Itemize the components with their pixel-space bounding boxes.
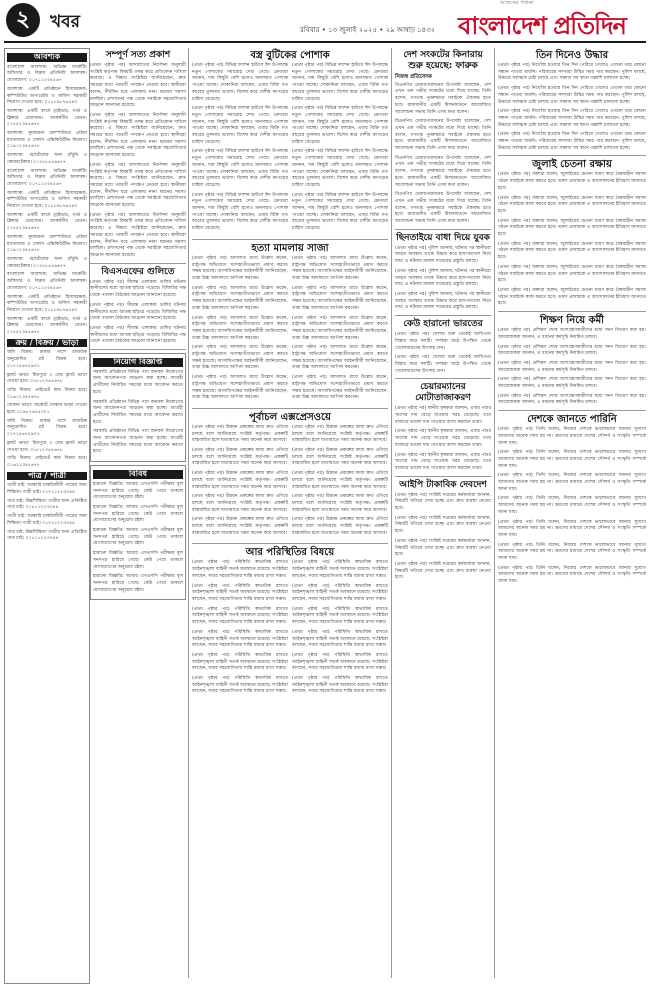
date-line: রবিবার • ১৩ জুলাই ২০২৫ • ২৯ আষাঢ় ১৪৩২ (300, 26, 436, 34)
section-title: খবর (50, 12, 80, 32)
column-divider (188, 48, 189, 978)
article-body: হারানো বিজ্ঞপ্তি: আমার এসএসসি পরীক্ষার মূল সনদপত্র হারিয়ে গেছে। কেউ পেয়ে থাকলে যোগাযোগের অনুরোধ রইল। (93, 528, 183, 547)
headline: হত্যা মামলায় সাজা (251, 242, 329, 254)
article-body: (প্রথম পৃষ্ঠার পর) আদালতের নির্দেশনা অনুযায়ী সংশ্লিষ্ট কর্তৃপক্ষ বিষয়টি তদন্ত করে প্রতিবেদন দাখিল করেছে। এ বিষয়ে সংশ্লিষ্টরা জানিয়েছেন, দ্রুত সময়ের মধ্যে পরবর্তী পদক্ষেপ নেওয়া হবে। স্থানীয়রা বলেন, দীর্ঘদিন ধরে এলাকায় নানা ধরনের সমস্যা চলছিল। প্রশাসনের পক্ষ থেকে সবাইকে সহযোগিতার আহ্বান জানানো হয়েছে। (90, 212, 186, 258)
article-body: হারানো বিজ্ঞপ্তি: আমার এসএসসি পরীক্ষার মূল সনদপত্র হারিয়ে গেছে। কেউ পেয়ে থাকলে যোগাযোগের অনুরোধ রইল। (93, 551, 183, 570)
article-body: (প্রথম পৃষ্ঠার পর) তিনি বলেন, নিজের দেশকে ভালোভাবে জানার সুযোগ আমাদের অনেক সময় হয় না। ভ্রমণের মাধ্যমে দেশের সৌন্দর্য ও সংস্কৃতি সম্পর্কে জানা যায়। (498, 473, 646, 492)
notice-box (90, 353, 186, 462)
headline: পূর্বাচল এক্সপ্রেসওয়ে (249, 411, 331, 423)
article-body: (প্রথম পৃষ্ঠার পর) সংশ্লিষ্ট দপ্তরের কর্মকর্তারা জানান, বিষয়টি খতিয়ে দেখা হচ্ছে এবং দ্রুত ব্যবস্থা নেওয়া হবে। (395, 561, 491, 581)
classified-item: আবশ্যক: সুনামধন্য কোম্পানিতে এরিয়া ম্যানেজার ও সেলস এক্সিকিউটিভ নিয়োগ। ০১৯১২৩৪৫৬৭৮ (7, 234, 87, 254)
headline: আর পরিস্থিতির বিষয়ে (245, 547, 335, 559)
article-body: (প্রথম পৃষ্ঠার পর) খেলায় শুরু থেকেই আধিপত্য বিস্তার করে দলটি। দর্শকরা মাঠে উপস্থিত থেকে খেলোয়াড়দের উৎসাহ দেন। (395, 355, 491, 374)
article-body: (প্রথম পৃষ্ঠার পর) উন্নয়ন প্রকল্পের কাজ দ্রুত এগিয়ে চলছে বলে জানিয়েছে সংশ্লিষ্ট কর্তৃপক্ষ। প্রকল্পটি বাস্তবায়িত হলে যাতায়াতে সময় অনেক কমে আসবে। (292, 424, 388, 444)
headline: বিএসএফের গুলিতে (101, 266, 175, 277)
headline: চেয়ারম্যানের মোটাতাজাকরণ (415, 382, 471, 404)
headline: দেশকে জানতে পারিনি (527, 414, 617, 426)
classified-item: আবশ্যক: একটি ফার্মে ড্রাইভার, গার্ড ও ক্লিনার প্রয়োজন। আকর্ষণীয় বেতন। ০১৫৫২৩৪৫৬৭৮ (7, 316, 87, 336)
article-body: হারানো বিজ্ঞপ্তি: আমার এসএসসি পরীক্ষার মূল সনদপত্র হারিয়ে গেছে। কেউ পেয়ে থাকলে যোগাযোগের অনুরোধ রইল। (93, 504, 183, 524)
article-body: (প্রথম পৃষ্ঠার পর) সীমান্ত এলাকায় গুলির ঘটনায় স্থানীয়দের মধ্যে আতঙ্ক ছড়িয়ে পড়েছে। বিজিবির পক্ষ থেকে পতাকা বৈঠকের আহ্বান জানানো হয়েছে। (90, 325, 186, 345)
two-column-text (192, 560, 388, 699)
article-body: (প্রথম পৃষ্ঠার পর) তিনি বলেন, নিজের দেশকে ভালোভাবে জানার সুযোগ আমাদের অনেক সময় হয় না। ভ্রমণের মাধ্যমে দেশের সৌন্দর্য ও সংস্কৃতি সম্পর্কে জানা যায়। (498, 519, 646, 538)
article-body: (প্রথম পৃষ্ঠার পর) পরিস্থিতি স্বাভাবিক রাখতে আইনশৃঙ্খলা বাহিনী সতর্ক অবস্থানে রয়েছে। সংশ্লিষ্টরা বলছেন, সবার সহযোগিতায় শান্তি বজায় রাখা সম্ভব। (192, 629, 288, 649)
news-column-3 (192, 48, 388, 978)
byline: নিজস্ব প্রতিবেদক (395, 74, 432, 80)
article-body: (প্রথম পৃষ্ঠার পর) বিভিন্ন ফ্যাশন হাউসে ঈদ উপলক্ষে নতুন পোশাকের সমারোহ দেখা গেছে। ক্রেতারা জানান, দাম কিছুটা বেশি হলেও মানসম্মত পোশাক পাওয়া যাচ্ছে। দোকানিরা বলছেন, এবার বিক্রি গত বছরের তুলনায় ভালো। বিশেষ করে দেশীয় কাপড়ের চাহিদা বেড়েছে। (192, 192, 288, 232)
article-body: হারানো বিজ্ঞপ্তি: আমার এসএসসি পরীক্ষার মূল সনদপত্র হারিয়ে গেছে। কেউ পেয়ে থাকলে যোগাযোগের অনুরোধ রইল। (93, 481, 183, 501)
article-body: (প্রথম পৃষ্ঠার পর) বিভিন্ন ফ্যাশন হাউসে ঈদ উপলক্ষে নতুন পোশাকের সমারোহ দেখা গেছে। ক্রেতারা জানান, দাম কিছুটা বেশি হলেও মানসম্মত পোশাক পাওয়া যাচ্ছে। দোকানিরা বলছেন, এবার বিক্রি গত বছরের তুলনায় ভালো। বিশেষ করে দেশীয় কাপড়ের চাহিদা বেড়েছে। (292, 192, 388, 232)
divider (498, 155, 646, 156)
article-body: (প্রথম পৃষ্ঠার পর) উন্নয়ন প্রকল্পের কাজ দ্রুত এগিয়ে চলছে বলে জানিয়েছে সংশ্লিষ্ট কর্তৃপক্ষ। প্রকল্পটি বাস্তবায়িত হলে যাতায়াতে সময় অনেক কমে আসবে। (292, 448, 388, 467)
masthead-logo-text: বাংলাদেশ প্রতিদিন (458, 11, 626, 40)
article-body: হারানো বিজ্ঞপ্তি: আমার এসএসসি পরীক্ষার মূল সনদপত্র হারিয়ে গেছে। কেউ পেয়ে থাকলে যোগাযোগের অনুরোধ রইল। (93, 574, 183, 593)
divider (395, 378, 491, 379)
article-body: (প্রথম পৃষ্ঠার পর) উন্নয়ন প্রকল্পের কাজ দ্রুত এগিয়ে চলছে বলে জানিয়েছে সংশ্লিষ্ট কর্তৃপক্ষ। প্রকল্পটি বাস্তবায়িত হলে যাতায়াতে সময় অনেক কমে আসবে। (192, 494, 288, 513)
news-column-2 (90, 48, 186, 978)
classified-item: বাংলাদেশ আবশ্যক: অভিজ্ঞ মার্কেটিং অফিসার ও বিক্রয় প্রতিনিধি আবশ্যক। যোগাযোগ: ০১৭১১২৩৪৫৬৭ (7, 272, 87, 291)
divider (192, 408, 388, 409)
article-body: (প্রথম পৃষ্ঠার পর) বিভিন্ন ফ্যাশন হাউসে ঈদ উপলক্ষে নতুন পোশাকের সমারোহ দেখা গেছে। ক্রেতারা জানান, দাম কিছুটা বেশি হলেও মানসম্মত পোশাক পাওয়া যাচ্ছে। দোকানিরা বলছেন, এবার বিক্রি গত বছরের তুলনায় ভালো। বিশেষ করে দেশীয় কাপড়ের চাহিদা বেড়েছে। (292, 149, 388, 188)
column-divider (391, 48, 392, 978)
article-body: (প্রথম পৃষ্ঠার পর) বক্তারা বলেন, জুলাইয়ের চেতনা ধারণ করে বৈষম্যহীন সমাজ গঠনে সবাইকে কাজ করতে হবে। তরুণ প্রজন্মকে এ আন্দোলনের ইতিহাস জানাতে হবে। (498, 195, 646, 214)
article-body: (প্রথম পৃষ্ঠার পর) সীমান্ত এলাকায় গুলির ঘটনায় স্থানীয়দের মধ্যে আতঙ্ক ছড়িয়ে পড়েছে। বিজিবির পক্ষ থেকে পতাকা বৈঠকের আহ্বান জানানো হয়েছে। (90, 302, 186, 322)
article-body: (প্রথম পৃষ্ঠার পর) পরিস্থিতি স্বাভাবিক রাখতে আইনশৃঙ্খলা বাহিনী সতর্ক অবস্থানে রয়েছে। সংশ্লিষ্টরা বলছেন, সবার সহযোগিতায় শান্তি বজায় রাখা সম্ভব। (192, 606, 288, 626)
article-body: (প্রথম পৃষ্ঠার পর) পরিস্থিতি স্বাভাবিক রাখতে আইনশৃঙ্খলা বাহিনী সতর্ক অবস্থানে রয়েছে। সংশ্লিষ্টরা বলছেন, সবার সহযোগিতায় শান্তি বজায় রাখা সম্ভব। (292, 676, 388, 695)
classified-item: আবশ্যক: একটি প্রতিষ্ঠানে হিসাবরক্ষক, কম্পিউটার অপারেটর ও অফিস সহকারী নিয়োগ দেওয়া হবে। ০১৮১৯৮৭৬৫৪৩ (7, 86, 87, 106)
classified-item: পাত্র চাই: উচ্চশিক্ষিতা পাত্রীর জন্য প্রতিষ্ঠিত পাত্র চাই। ০১৮১১২২৩৩৪৪ (7, 529, 87, 542)
classifieds-heading-buy-sell: ক্রয় / বিক্রয় / ভাড়া (7, 339, 87, 348)
headline: শিক্ষণ নিয়ে কর্মী (539, 315, 605, 327)
article-body: (প্রথম পৃষ্ঠার পর) প্রশিক্ষণ শেষে অংশগ্রহণকারীদের মধ্যে সনদ বিতরণ করা হয়। আয়োজকরা জানান, এ ধরনের কর্মসূচি নিয়মিত চলবে। (498, 360, 646, 373)
divider (395, 476, 491, 477)
article-body: (প্রথম পৃষ্ঠার পর) প্রশিক্ষণ শেষে অংশগ্রহণকারীদের মধ্যে সনদ বিতরণ করা হয়। আয়োজকরা জানান, এ ধরনের কর্মসূচি নিয়মিত চলবে। (498, 328, 646, 340)
classified-item: আবশ্যক: একটি প্রতিষ্ঠানে হিসাবরক্ষক, কম্পিউটার অপারেটর ও অফিস সহকারী নিয়োগ দেওয়া হবে। ০১৮১৯৮৭৬৫৪৩ (7, 190, 87, 210)
page-number: ২ (6, 3, 40, 37)
article-body: (প্রথম পৃষ্ঠার পর) পুলিশ জানায়, ঘটনার পর স্থানীয়রা আহত অবস্থায় তাকে উদ্ধার করে হাসপাতালে নিয়ে যায়। এ ঘটনায় মামলা দায়েরের প্রস্তুতি চলছে। (395, 245, 491, 265)
article-body: (প্রথম পৃষ্ঠার পর) প্রশিক্ষণ শেষে অংশগ্রহণকারীদের মধ্যে সনদ বিতরণ করা হয়। আয়োজকরা জানান, এ ধরনের কর্মসূচি নিয়মিত চলবে। (498, 393, 646, 406)
classified-item: বাংলাদেশ আবশ্যক: অভিজ্ঞ মার্কেটিং অফিসার ও বিক্রয় প্রতিনিধি আবশ্যক। যোগাযোগ: ০১৭১১২৩৪৫৬৭ (7, 64, 87, 84)
article-body: (প্রথম পৃষ্ঠার পর) আদালত রায়ে উল্লেখ করেন, রাষ্ট্রপক্ষ অভিযোগ সন্দেহাতীতভাবে প্রমাণ করতে সক্ষম হয়েছে। আসামিপক্ষের আইনজীবী জানিয়েছেন, তারা উচ্চ আদালতে আপিল করবেন। (192, 345, 288, 371)
article-body: (প্রথম পৃষ্ঠার পর) আদালত রায়ে উল্লেখ করেন, রাষ্ট্রপক্ষ অভিযোগ সন্দেহাতীতভাবে প্রমাণ করতে সক্ষম হয়েছে। আসামিপক্ষের আইনজীবী জানিয়েছেন, তারা উচ্চ আদালতে আপিল করবেন। (292, 315, 388, 341)
article-body: (প্রথম পৃষ্ঠার পর) উন্নয়ন প্রকল্পের কাজ দ্রুত এগিয়ে চলছে বলে জানিয়েছে সংশ্লিষ্ট কর্তৃপক্ষ। প্রকল্পটি বাস্তবায়িত হলে যাতায়াতে সময় অনেক কমে আসবে। (292, 517, 388, 536)
classifieds-heading-wanted: আবশ্যক (7, 53, 87, 62)
article-body: (প্রথম পৃষ্ঠার পর) আদালত রায়ে উল্লেখ করেন, রাষ্ট্রপক্ষ অভিযোগ সন্দেহাতীতভাবে প্রমাণ করতে সক্ষম হয়েছে। আসামিপক্ষের আইনজীবী জানিয়েছেন, তারা উচ্চ আদালতে আপিল করবেন। (292, 285, 388, 311)
article-body: (প্রথম পৃষ্ঠার পর) স্থানীয় কৃষকরা জানান, এবার পশুর খাদ্যের দাম বেড়ে যাওয়ায় খরচ বেড়েছে। তবে বাজারে ভালো দাম পাওয়ার আশা করছেন তারা। (395, 429, 491, 448)
two-column-text (192, 256, 388, 405)
headline: সম্পূর্ণ সত্য প্রকাশ (105, 50, 171, 60)
classified-item: আবশ্যক: একটি ফার্মে ড্রাইভার, গার্ড ও ক্লিনার প্রয়োজন। আকর্ষণীয় বেতন। ০১৫৫২৩৪৫৬৭৮ (7, 212, 87, 232)
notice-box (90, 465, 186, 600)
article-body: সরকারি প্রতিষ্ঠানে বিভিন্ন পদে জনবল নিয়োগের জন্য আবেদনপত্র আহ্বান করা হচ্ছে। আগ্রহী প্রার্থীদের নির্ধারিত সময়ের মধ্যে আবেদন করতে হবে। (93, 369, 183, 395)
classified-item: আবশ্যক: সুনামধন্য কোম্পানিতে এরিয়া ম্যানেজার ও সেলস এক্সিকিউটিভ নিয়োগ। ০১৯১২৩৪৫৬৭৮ (7, 131, 87, 150)
divider (395, 315, 491, 316)
article-body: (প্রথম পৃষ্ঠার পর) সীমান্ত এলাকায় গুলির ঘটনায় স্থানীয়দের মধ্যে আতঙ্ক ছড়িয়ে পড়েছে। বিজিবির পক্ষ থেকে পতাকা বৈঠকের আহ্বান জানানো হয়েছে। (90, 279, 186, 299)
article-body: (প্রথম পৃষ্ঠার পর) পরিস্থিতি স্বাভাবিক রাখতে আইনশৃঙ্খলা বাহিনী সতর্ক অবস্থানে রয়েছে। সংশ্লিষ্টরা বলছেন, সবার সহযোগিতায় শান্তি বজায় রাখা সম্ভব। (192, 676, 288, 695)
article-body: (প্রথম পৃষ্ঠার পর) তিনি বলেন, নিজের দেশকে ভালোভাবে জানার সুযোগ আমাদের অনেক সময় হয় না। ভ্রমণের মাধ্যমে দেশের সৌন্দর্য ও সংস্কৃতি সম্পর্কে জানা যায়। (498, 542, 646, 562)
masthead-logo (458, 0, 648, 40)
article-body: সরকারি প্রতিষ্ঠানে বিভিন্ন পদে জনবল নিয়োগের জন্য আবেদনপত্র আহ্বান করা হচ্ছে। আগ্রহী প্রার্থীদের নির্ধারিত সময়ের মধ্যে আবেদন করতে হবে। (93, 399, 183, 425)
article-body: (প্রথম পৃষ্ঠার পর) বিভিন্ন ফ্যাশন হাউসে ঈদ উপলক্ষে নতুন পোশাকের সমারোহ দেখা গেছে। ক্রেতারা জানান, দাম কিছুটা বেশি হলেও মানসম্মত পোশাক পাওয়া যাচ্ছে। দোকানিরা বলছেন, এবার বিক্রি গত বছরের তুলনায় ভালো। বিশেষ করে দেশীয় কাপড়ের চাহিদা বেড়েছে। (192, 63, 288, 102)
classified-item: ফ্ল্যাট ভাড়া: মিরপুরে ৩ বেড ফ্ল্যাট ভাড়া দেওয়া হবে। ০১৮১২৩৪৫৬৭৮ (7, 440, 87, 453)
classified-item: ফ্ল্যাট ভাড়া: মিরপুরে ৩ বেড ফ্ল্যাট ভাড়া দেওয়া হবে। ০১৮১২৩৪৫৬৭৮ (7, 372, 87, 385)
article-body: বিএনপির চেয়ারপারসনের উপদেষ্টা বলেছেন, দেশ এখন এক গভীর সংকটের মধ্যে দিয়ে যাচ্ছে। তিনি বলেন, গণতন্ত্র পুনরুদ্ধারে সবাইকে ঐক্যবদ্ধ হতে হবে। রাজধানীর একটি মিলনায়তনে আয়োজিত আলোচনা সভায় তিনি এসব কথা বলেন। (395, 155, 491, 188)
news-column-5 (498, 48, 646, 978)
article-body: (প্রথম পৃষ্ঠার পর) বক্তারা বলেন, জুলাইয়ের চেতনা ধারণ করে বৈষম্যহীন সমাজ গঠনে সবাইকে কাজ করতে হবে। তরুণ প্রজন্মকে এ আন্দোলনের ইতিহাস জানাতে হবে। (498, 287, 646, 307)
article-body: (প্রথম পৃষ্ঠার পর) তিনি বলেন, নিজের দেশকে ভালোভাবে জানার সুযোগ আমাদের অনেক সময় হয় না। ভ্রমণের মাধ্যমে দেশের সৌন্দর্য ও সংস্কৃতি সম্পর্কে জানা যায়। (498, 496, 646, 515)
article-body: (প্রথম পৃষ্ঠার পর) প্রশিক্ষণ শেষে অংশগ্রহণকারীদের মধ্যে সনদ বিতরণ করা হয়। আয়োজকরা জানান, এ ধরনের কর্মসূচি নিয়মিত চলবে। (498, 344, 646, 357)
headline: বিবিধ (93, 470, 183, 479)
article-body: (প্রথম পৃষ্ঠার পর) পরিস্থিতি স্বাভাবিক রাখতে আইনশৃঙ্খলা বাহিনী সতর্ক অবস্থানে রয়েছে। সংশ্লিষ্টরা বলছেন, সবার সহযোগিতায় শান্তি বজায় রাখা সম্ভব। (292, 629, 388, 649)
article-body: (প্রথম পৃষ্ঠার পর) নিখোঁজ হওয়ার তিন দিন পেরিয়ে গেলেও এখনো তার কোনো সন্ধান পাওয়া যায়নি। পরিবারের সদস্যরা উদ্বিগ্ন সময় পার করছেন। পুলিশ বলছে, উদ্ধারে সর্বাত্মক চেষ্টা চলছে এবং সম্ভাব্য সব স্থানে তল্লাশি চালানো হচ্ছে। (498, 132, 646, 151)
divider (498, 410, 646, 411)
two-column-text (192, 425, 388, 541)
article-body: (প্রথম পৃষ্ঠার পর) আদালত রায়ে উল্লেখ করেন, রাষ্ট্রপক্ষ অভিযোগ সন্দেহাতীতভাবে প্রমাণ করতে সক্ষম হয়েছে। আসামিপক্ষের আইনজীবী জানিয়েছেন, তারা উচ্চ আদালতে আপিল করবেন। (192, 315, 288, 341)
column-divider (494, 48, 495, 978)
classified-item: জমি বিক্রয়: ঢাকার পাশে রাজউক অনুমোদিত প্লট বিক্রয় হবে। ০১৭১৫৬৭৮৯০১ (7, 418, 87, 438)
article-body: (প্রথম পৃষ্ঠার পর) বিভিন্ন ফ্যাশন হাউসে ঈদ উপলক্ষে নতুন পোশাকের সমারোহ দেখা গেছে। ক্রেতারা জানান, দাম কিছুটা বেশি হলেও মানসম্মত পোশাক পাওয়া যাচ্ছে। দোকানিরা বলছেন, এবার বিক্রি গত বছরের তুলনায় ভালো। বিশেষ করে দেশীয় কাপড়ের চাহিদা বেড়েছে। (292, 106, 388, 145)
article-body: (প্রথম পৃষ্ঠার পর) বিভিন্ন ফ্যাশন হাউসে ঈদ উপলক্ষে নতুন পোশাকের সমারোহ দেখা গেছে। ক্রেতারা জানান, দাম কিছুটা বেশি হলেও মানসম্মত পোশাক পাওয়া যাচ্ছে। দোকানিরা বলছেন, এবার বিক্রি গত বছরের তুলনায় ভালো। বিশেষ করে দেশীয় কাপড়ের চাহিদা বেড়েছে। (192, 149, 288, 188)
article-body: সরকারি প্রতিষ্ঠানে বিভিন্ন পদে জনবল নিয়োগের জন্য আবেদনপত্র আহ্বান করা হচ্ছে। আগ্রহী প্রার্থীদের নির্ধারিত সময়ের মধ্যে আবেদন করতে হবে। (93, 429, 183, 455)
classified-item: গাড়ি বিক্রয়: প্রাইভেট কার বিক্রয় হবে। ০১৬১২৩৪৫৬৭৮ (7, 387, 87, 400)
article-body: (প্রথম পৃষ্ঠার পর) উন্নয়ন প্রকল্পের কাজ দ্রুত এগিয়ে চলছে বলে জানিয়েছে সংশ্লিষ্ট কর্তৃপক্ষ। প্রকল্পটি বাস্তবায়িত হলে যাতায়াতে সময় অনেক কমে আসবে। (192, 517, 288, 536)
article-body: (প্রথম পৃষ্ঠার পর) সংশ্লিষ্ট দপ্তরের কর্মকর্তারা জানান, বিষয়টি খতিয়ে দেখা হচ্ছে এবং দ্রুত ব্যবস্থা নেওয়া হবে। (395, 515, 491, 535)
classified-item: আবশ্যক: একটি ফার্মে ড্রাইভার, গার্ড ও ক্লিনার প্রয়োজন। আকর্ষণীয় বেতন। ০১৫৫২৩৪৫৬৭৮ (7, 108, 87, 128)
page-header (0, 0, 650, 44)
article-body: (প্রথম পৃষ্ঠার পর) নিখোঁজ হওয়ার তিন দিন পেরিয়ে গেলেও এখনো তার কোনো সন্ধান পাওয়া যায়নি। পরিবারের সদস্যরা উদ্বিগ্ন সময় পার করছেন। পুলিশ বলছে, উদ্ধারে সর্বাত্মক চেষ্টা চলছে এবং সম্ভাব্য সব স্থানে তল্লাশি চালানো হচ্ছে। (498, 86, 646, 105)
article-body: (প্রথম পৃষ্ঠার পর) আদালত রায়ে উল্লেখ করেন, রাষ্ট্রপক্ষ অভিযোগ সন্দেহাতীতভাবে প্রমাণ করতে সক্ষম হয়েছে। আসামিপক্ষের আইনজীবী জানিয়েছেন, তারা উচ্চ আদালতে আপিল করবেন। (192, 285, 288, 311)
header-rule (4, 41, 646, 43)
classified-item: আবশ্যক: হোস্টেলের জন্য রাঁধুনি ও কেয়ারটেকার। ০১৭৮৮৫৫৬৬৭৭ (7, 256, 87, 269)
headline: বস্ত্র বুটিকের পোশাক (250, 50, 330, 61)
article-body: (প্রথম পৃষ্ঠার পর) প্রশিক্ষণ শেষে অংশগ্রহণকারীদের মধ্যে সনদ বিতরণ করা হয়। আয়োজকরা জানান, এ ধরনের কর্মসূচি নিয়মিত চলবে। (498, 377, 646, 390)
headline: আইপি টাকাবিক দেবদেশ (399, 479, 487, 490)
headline: জুলাই চেতনা রক্ষায় (532, 159, 612, 171)
classified-item: গাড়ি বিক্রয়: প্রাইভেট কার বিক্রয় হবে। ০১৬১২৩৪৫৬৭৮ (7, 456, 87, 468)
article-body: (প্রথম পৃষ্ঠার পর) আদালতের নির্দেশনা অনুযায়ী সংশ্লিষ্ট কর্তৃপক্ষ বিষয়টি তদন্ত করে প্রতিবেদন দাখিল করেছে। এ বিষয়ে সংশ্লিষ্টরা জানিয়েছেন, দ্রুত সময়ের মধ্যে পরবর্তী পদক্ষেপ নেওয়া হবে। স্থানীয়রা বলেন, দীর্ঘদিন ধরে এলাকায় নানা ধরনের সমস্যা চলছিল। প্রশাসনের পক্ষ থেকে সবাইকে সহযোগিতার আহ্বান জানানো হয়েছে। (90, 112, 186, 159)
article-body: বিএনপির চেয়ারপারসনের উপদেষ্টা বলেছেন, দেশ এখন এক গভীর সংকটের মধ্যে দিয়ে যাচ্ছে। তিনি বলেন, গণতন্ত্র পুনরুদ্ধারে সবাইকে ঐক্যবদ্ধ হতে হবে। রাজধানীর একটি মিলনায়তনে আয়োজিত আলোচনা সভায় তিনি এসব কথা বলেন। (395, 119, 491, 152)
classified-item: বাংলাদেশ আবশ্যক: অভিজ্ঞ মার্কেটিং অফিসার ও বিক্রয় প্রতিনিধি আবশ্যক। যোগাযোগ: ০১৭১১২৩৪৫৬৭ (7, 168, 87, 187)
article-body: (প্রথম পৃষ্ঠার পর) উন্নয়ন প্রকল্পের কাজ দ্রুত এগিয়ে চলছে বলে জানিয়েছে সংশ্লিষ্ট কর্তৃপক্ষ। প্রকল্পটি বাস্তবায়িত হলে যাতায়াতে সময় অনেক কমে আসবে। (292, 494, 388, 513)
article-body: (প্রথম পৃষ্ঠার পর) পুলিশ জানায়, ঘটনার পর স্থানীয়রা আহত অবস্থায় তাকে উদ্ধার করে হাসপাতালে নিয়ে যায়। এ ঘটনায় মামলা দায়েরের প্রস্তুতি চলছে। (395, 268, 491, 288)
article-body: (প্রথম পৃষ্ঠার পর) পরিস্থিতি স্বাভাবিক রাখতে আইনশৃঙ্খলা বাহিনী সতর্ক অবস্থানে রয়েছে। সংশ্লিষ্টরা বলছেন, সবার সহযোগিতায় শান্তি বজায় রাখা সম্ভব। (192, 652, 288, 672)
divider (90, 349, 186, 350)
headline: দেশ সংকটের কিনারায় শুরু হয়েছে: ফারুক (403, 50, 483, 71)
headline: ছিনতাইয়ে বাধা দিয়ে যুবক (396, 232, 490, 243)
article-body: (প্রথম পৃষ্ঠার পর) উন্নয়ন প্রকল্পের কাজ দ্রুত এগিয়ে চলছে বলে জানিয়েছে সংশ্লিষ্ট কর্তৃপক্ষ। প্রকল্পটি বাস্তবায়িত হলে যাতায়াতে সময় অনেক কমে আসবে। (292, 471, 388, 490)
article-body: (প্রথম পৃষ্ঠার পর) পরিস্থিতি স্বাভাবিক রাখতে আইনশৃঙ্খলা বাহিনী সতর্ক অবস্থানে রয়েছে। সংশ্লিষ্টরা বলছেন, সবার সহযোগিতায় শান্তি বজায় রাখা সম্ভব। (292, 583, 388, 602)
article-body: (প্রথম পৃষ্ঠার পর) বক্তারা বলেন, জুলাইয়ের চেতনা ধারণ করে বৈষম্যহীন সমাজ গঠনে সবাইকে কাজ করতে হবে। তরুণ প্রজন্মকে এ আন্দোলনের ইতিহাস জানাতে হবে। (498, 264, 646, 284)
divider (90, 263, 186, 264)
article-body: (প্রথম পৃষ্ঠার পর) নিখোঁজ হওয়ার তিন দিন পেরিয়ে গেলেও এখনো তার কোনো সন্ধান পাওয়া যায়নি। পরিবারের সদস্যরা উদ্বিগ্ন সময় পার করছেন। পুলিশ বলছে, উদ্ধারে সর্বাত্মক চেষ্টা চলছে এবং সম্ভাব্য সব স্থানে তল্লাশি চালানো হচ্ছে। (498, 109, 646, 128)
headline: নিয়োগ বিজ্ঞপ্তি (93, 358, 183, 367)
classified-item: আবশ্যক: হোস্টেলের জন্য রাঁধুনি ও কেয়ারটেকার। ০১৭৮৮৫৫৬৬৭৭ (7, 153, 87, 165)
divider (192, 239, 388, 240)
classified-item: দোকান ভাড়া: মার্কেটে দোকান ভাড়া দেওয়া হবে। ০১৯৮৭৬৫৪৩২১ (7, 403, 87, 416)
divider (395, 229, 491, 230)
article-body: (প্রথম পৃষ্ঠার পর) বিভিন্ন ফ্যাশন হাউসে ঈদ উপলক্ষে নতুন পোশাকের সমারোহ দেখা গেছে। ক্রেতারা জানান, দাম কিছুটা বেশি হলেও মানসম্মত পোশাক পাওয়া যাচ্ছে। দোকানিরা বলছেন, এবার বিক্রি গত বছরের তুলনায় ভালো। বিশেষ করে দেশীয় কাপড়ের চাহিদা বেড়েছে। (192, 106, 288, 145)
classified-item: আবশ্যক: একটি প্রতিষ্ঠানে হিসাবরক্ষক, কম্পিউটার অপারেটর ও অফিস সহকারী নিয়োগ দেওয়া হবে। ০১৮১৯৮৭৬৫৪৩ (7, 294, 87, 313)
article-body: (প্রথম পৃষ্ঠার পর) পুলিশ জানায়, ঘটনার পর স্থানীয়রা আহত অবস্থায় তাকে উদ্ধার করে হাসপাতালে নিয়ে যায়। এ ঘটনায় মামলা দায়েরের প্রস্তুতি চলছে। (395, 291, 491, 311)
article-body: (প্রথম পৃষ্ঠার পর) বিভিন্ন ফ্যাশন হাউসে ঈদ উপলক্ষে নতুন পোশাকের সমারোহ দেখা গেছে। ক্রেতারা জানান, দাম কিছুটা বেশি হলেও মানসম্মত পোশাক পাওয়া যাচ্ছে। দোকানিরা বলছেন, এবার বিক্রি গত বছরের তুলনায় ভালো। বিশেষ করে দেশীয় কাপড়ের চাহিদা বেড়েছে। (292, 63, 388, 102)
article-body: (প্রথম পৃষ্ঠার পর) খেলায় শুরু থেকেই আধিপত্য বিস্তার করে দলটি। দর্শকরা মাঠে উপস্থিত থেকে খেলোয়াড়দের উৎসাহ দেন। (395, 332, 491, 351)
article-body: (প্রথম পৃষ্ঠার পর) উন্নয়ন প্রকল্পের কাজ দ্রুত এগিয়ে চলছে বলে জানিয়েছে সংশ্লিষ্ট কর্তৃপক্ষ। প্রকল্পটি বাস্তবায়িত হলে যাতায়াতে সময় অনেক কমে আসবে। (192, 471, 288, 490)
news-column-4 (395, 48, 491, 978)
article-body: (প্রথম পৃষ্ঠার পর) উন্নয়ন প্রকল্পের কাজ দ্রুত এগিয়ে চলছে বলে জানিয়েছে সংশ্লিষ্ট কর্তৃপক্ষ। প্রকল্পটি বাস্তবায়িত হলে যাতায়াতে সময় অনেক কমে আসবে। (192, 448, 288, 467)
article-body: (প্রথম পৃষ্ঠার পর) উন্নয়ন প্রকল্পের কাজ দ্রুত এগিয়ে চলছে বলে জানিয়েছে সংশ্লিষ্ট কর্তৃপক্ষ। প্রকল্পটি বাস্তবায়িত হলে যাতায়াতে সময় অনেক কমে আসবে। (192, 424, 288, 444)
article-body: (প্রথম পৃষ্ঠার পর) বক্তারা বলেন, জুলাইয়ের চেতনা ধারণ করে বৈষম্যহীন সমাজ গঠনে সবাইকে কাজ করতে হবে। তরুণ প্রজন্মকে এ আন্দোলনের ইতিহাস জানাতে হবে। (498, 241, 646, 261)
article-body: (প্রথম পৃষ্ঠার পর) পরিস্থিতি স্বাভাবিক রাখতে আইনশৃঙ্খলা বাহিনী সতর্ক অবস্থানে রয়েছে। সংশ্লিষ্টরা বলছেন, সবার সহযোগিতায় শান্তি বজায় রাখা সম্ভব। (192, 583, 288, 602)
article-body: (প্রথম পৃষ্ঠার পর) আদালত রায়ে উল্লেখ করেন, রাষ্ট্রপক্ষ অভিযোগ সন্দেহাতীতভাবে প্রমাণ করতে সক্ষম হয়েছে। আসামিপক্ষের আইনজীবী জানিয়েছেন, তারা উচ্চ আদালতে আপিল করবেন। (292, 255, 388, 281)
article-body: (প্রথম পৃষ্ঠার পর) বক্তারা বলেন, জুলাইয়ের চেতনা ধারণ করে বৈষম্যহীন সমাজ গঠনে সবাইকে কাজ করতে হবে। তরুণ প্রজন্মকে এ আন্দোলনের ইতিহাস জানাতে হবে। (498, 218, 646, 238)
classified-item: পাত্রী চাই: সরকারি চাকরিজীবী পাত্রের জন্য শিক্ষিতা পাত্রী চাই। ০১৭১১২২৩৩৪৪ (7, 514, 87, 526)
article-body: (প্রথম পৃষ্ঠার পর) আদালতের নির্দেশনা অনুযায়ী সংশ্লিষ্ট কর্তৃপক্ষ বিষয়টি তদন্ত করে প্রতিবেদন দাখিল করেছে। এ বিষয়ে সংশ্লিষ্টরা জানিয়েছেন, দ্রুত সময়ের মধ্যে পরবর্তী পদক্ষেপ নেওয়া হবে। স্থানীয়রা বলেন, দীর্ঘদিন ধরে এলাকায় নানা ধরনের সমস্যা চলছিল। প্রশাসনের পক্ষ থেকে সবাইকে সহযোগিতার আহ্বান জানানো হয়েছে। (90, 63, 186, 109)
divider (192, 543, 388, 544)
masthead-tagline: আজকের পত্রিকা (500, 0, 534, 6)
article-body: (প্রথম পৃষ্ঠার পর) স্থানীয় কৃষকরা জানান, এবার পশুর খাদ্যের দাম বেড়ে যাওয়ায় খরচ বেড়েছে। তবে বাজারে ভালো দাম পাওয়ার আশা করছেন তারা। (395, 452, 491, 471)
two-column-text (192, 63, 388, 236)
article-body: (প্রথম পৃষ্ঠার পর) তিনি বলেন, নিজের দেশকে ভালোভাবে জানার সুযোগ আমাদের অনেক সময় হয় না। ভ্রমণের মাধ্যমে দেশের সৌন্দর্য ও সংস্কৃতি সম্পর্কে জানা যায়। (498, 450, 646, 469)
classifieds-column (4, 48, 90, 984)
classifieds-heading-matrimonial: পাত্র / পাত্রী (7, 472, 87, 481)
divider (498, 311, 646, 312)
article-body: (প্রথম পৃষ্ঠার পর) আদালত রায়ে উল্লেখ করেন, রাষ্ট্রপক্ষ অভিযোগ সন্দেহাতীতভাবে প্রমাণ করতে সক্ষম হয়েছে। আসামিপক্ষের আইনজীবী জানিয়েছেন, তারা উচ্চ আদালতে আপিল করবেন। (292, 345, 388, 371)
article-body: (প্রথম পৃষ্ঠার পর) পরিস্থিতি স্বাভাবিক রাখতে আইনশৃঙ্খলা বাহিনী সতর্ক অবস্থানে রয়েছে। সংশ্লিষ্টরা বলছেন, সবার সহযোগিতায় শান্তি বজায় রাখা সম্ভব। (292, 606, 388, 626)
article-body: বিএনপির চেয়ারপারসনের উপদেষ্টা বলেছেন, দেশ এখন এক গভীর সংকটের মধ্যে দিয়ে যাচ্ছে। তিনি বলেন, গণতন্ত্র পুনরুদ্ধারে সবাইকে ঐক্যবদ্ধ হতে হবে। রাজধানীর একটি মিলনায়তনে আয়োজিত আলোচনা সভায় তিনি এসব কথা বলেন। (395, 82, 491, 115)
article-body: (প্রথম পৃষ্ঠার পর) স্থানীয় কৃষকরা জানান, এবার পশুর খাদ্যের দাম বেড়ে যাওয়ায় খরচ বেড়েছে। তবে বাজারে ভালো দাম পাওয়ার আশা করছেন তারা। (395, 406, 491, 425)
article-body: (প্রথম পৃষ্ঠার পর) আদালতের নির্দেশনা অনুযায়ী সংশ্লিষ্ট কর্তৃপক্ষ বিষয়টি তদন্ত করে প্রতিবেদন দাখিল করেছে। এ বিষয়ে সংশ্লিষ্টরা জানিয়েছেন, দ্রুত সময়ের মধ্যে পরবর্তী পদক্ষেপ নেওয়া হবে। স্থানীয়রা বলেন, দীর্ঘদিন ধরে এলাকায় নানা ধরনের সমস্যা চলছিল। প্রশাসনের পক্ষ থেকে সবাইকে সহযোগিতার আহ্বান জানানো হয়েছে। (90, 162, 186, 209)
article-body: (প্রথম পৃষ্ঠার পর) আদালত রায়ে উল্লেখ করেন, রাষ্ট্রপক্ষ অভিযোগ সন্দেহাতীতভাবে প্রমাণ করতে সক্ষম হয়েছে। আসামিপক্ষের আইনজীবী জানিয়েছেন, তারা উচ্চ আদালতে আপিল করবেন। (192, 255, 288, 281)
headline: কেউ হারানো ভারতের (403, 319, 483, 330)
article-body: (প্রথম পৃষ্ঠার পর) সংশ্লিষ্ট দপ্তরের কর্মকর্তারা জানান, বিষয়টি খতিয়ে দেখা হচ্ছে এবং দ্রুত ব্যবস্থা নেওয়া হবে। (395, 538, 491, 558)
article-body: (প্রথম পৃষ্ঠার পর) তিনি বলেন, নিজের দেশকে ভালোভাবে জানার সুযোগ আমাদের অনেক সময় হয় না। ভ্রমণের মাধ্যমে দেশের সৌন্দর্য ও সংস্কৃতি সম্পর্কে জানা যায়। (498, 565, 646, 585)
article-body: (প্রথম পৃষ্ঠার পর) বক্তারা বলেন, জুলাইয়ের চেতনা ধারণ করে বৈষম্যহীন সমাজ গঠনে সবাইকে কাজ করতে হবে। তরুণ প্রজন্মকে এ আন্দোলনের ইতিহাস জানাতে হবে। (498, 172, 646, 191)
article-body: (প্রথম পৃষ্ঠার পর) পরিস্থিতি স্বাভাবিক রাখতে আইনশৃঙ্খলা বাহিনী সতর্ক অবস্থানে রয়েছে। সংশ্লিষ্টরা বলছেন, সবার সহযোগিতায় শান্তি বজায় রাখা সম্ভব। (192, 560, 288, 579)
article-body: (প্রথম পৃষ্ঠার পর) আদালত রায়ে উল্লেখ করেন, রাষ্ট্রপক্ষ অভিযোগ সন্দেহাতীতভাবে প্রমাণ করতে সক্ষম হয়েছে। আসামিপক্ষের আইনজীবী জানিয়েছেন, তারা উচ্চ আদালতে আপিল করবেন। (292, 375, 388, 401)
article-body: (প্রথম পৃষ্ঠার পর) পরিস্থিতি স্বাভাবিক রাখতে আইনশৃঙ্খলা বাহিনী সতর্ক অবস্থানে রয়েছে। সংশ্লিষ্টরা বলছেন, সবার সহযোগিতায় শান্তি বজায় রাখা সম্ভব। (292, 652, 388, 672)
headline: তিন দিনেও উদ্ধার (535, 50, 609, 61)
article-body: (প্রথম পৃষ্ঠার পর) পরিস্থিতি স্বাভাবিক রাখতে আইনশৃঙ্খলা বাহিনী সতর্ক অবস্থানে রয়েছে। সংশ্লিষ্টরা বলছেন, সবার সহযোগিতায় শান্তি বজায় রাখা সম্ভব। (292, 560, 388, 579)
classified-item: পাত্রী চাই: সরকারি চাকরিজীবী পাত্রের জন্য শিক্ষিতা পাত্রী চাই। ০১৭১১২২৩৩৪৪ (7, 483, 87, 496)
article-body: (প্রথম পৃষ্ঠার পর) সংশ্লিষ্ট দপ্তরের কর্মকর্তারা জানান, বিষয়টি খতিয়ে দেখা হচ্ছে এবং দ্রুত ব্যবস্থা নেওয়া হবে। (395, 492, 491, 512)
classified-item: জমি বিক্রয়: ঢাকার পাশে রাজউক অনুমোদিত প্লট বিক্রয় হবে। ০১৭১৫৬৭৮৯০১ (7, 350, 87, 369)
article-body: বিএনপির চেয়ারপারসনের উপদেষ্টা বলেছেন, দেশ এখন এক গভীর সংকটের মধ্যে দিয়ে যাচ্ছে। তিনি বলেন, গণতন্ত্র পুনরুদ্ধারে সবাইকে ঐক্যবদ্ধ হতে হবে। রাজধানীর একটি মিলনায়তনে আয়োজিত আলোচনা সভায় তিনি এসব কথা বলেন। (395, 192, 491, 225)
classified-item: পাত্র চাই: উচ্চশিক্ষিতা পাত্রীর জন্য প্রতিষ্ঠিত পাত্র চাই। ০১৮১১২২৩৩৪৪ (7, 498, 87, 511)
article-body: (প্রথম পৃষ্ঠার পর) তিনি বলেন, নিজের দেশকে ভালোভাবে জানার সুযোগ আমাদের অনেক সময় হয় না। ভ্রমণের মাধ্যমে দেশের সৌন্দর্য ও সংস্কৃতি সম্পর্কে জানা যায়। (498, 427, 646, 446)
article-body: (প্রথম পৃষ্ঠার পর) আদালত রায়ে উল্লেখ করেন, রাষ্ট্রপক্ষ অভিযোগ সন্দেহাতীতভাবে প্রমাণ করতে সক্ষম হয়েছে। আসামিপক্ষের আইনজীবী জানিয়েছেন, তারা উচ্চ আদালতে আপিল করবেন। (192, 375, 288, 401)
article-body: (প্রথম পৃষ্ঠার পর) নিখোঁজ হওয়ার তিন দিন পেরিয়ে গেলেও এখনো তার কোনো সন্ধান পাওয়া যায়নি। পরিবারের সদস্যরা উদ্বিগ্ন সময় পার করছেন। পুলিশ বলছে, উদ্ধারে সর্বাত্মক চেষ্টা চলছে এবং সম্ভাব্য সব স্থানে তল্লাশি চালানো হচ্ছে। (498, 63, 646, 82)
